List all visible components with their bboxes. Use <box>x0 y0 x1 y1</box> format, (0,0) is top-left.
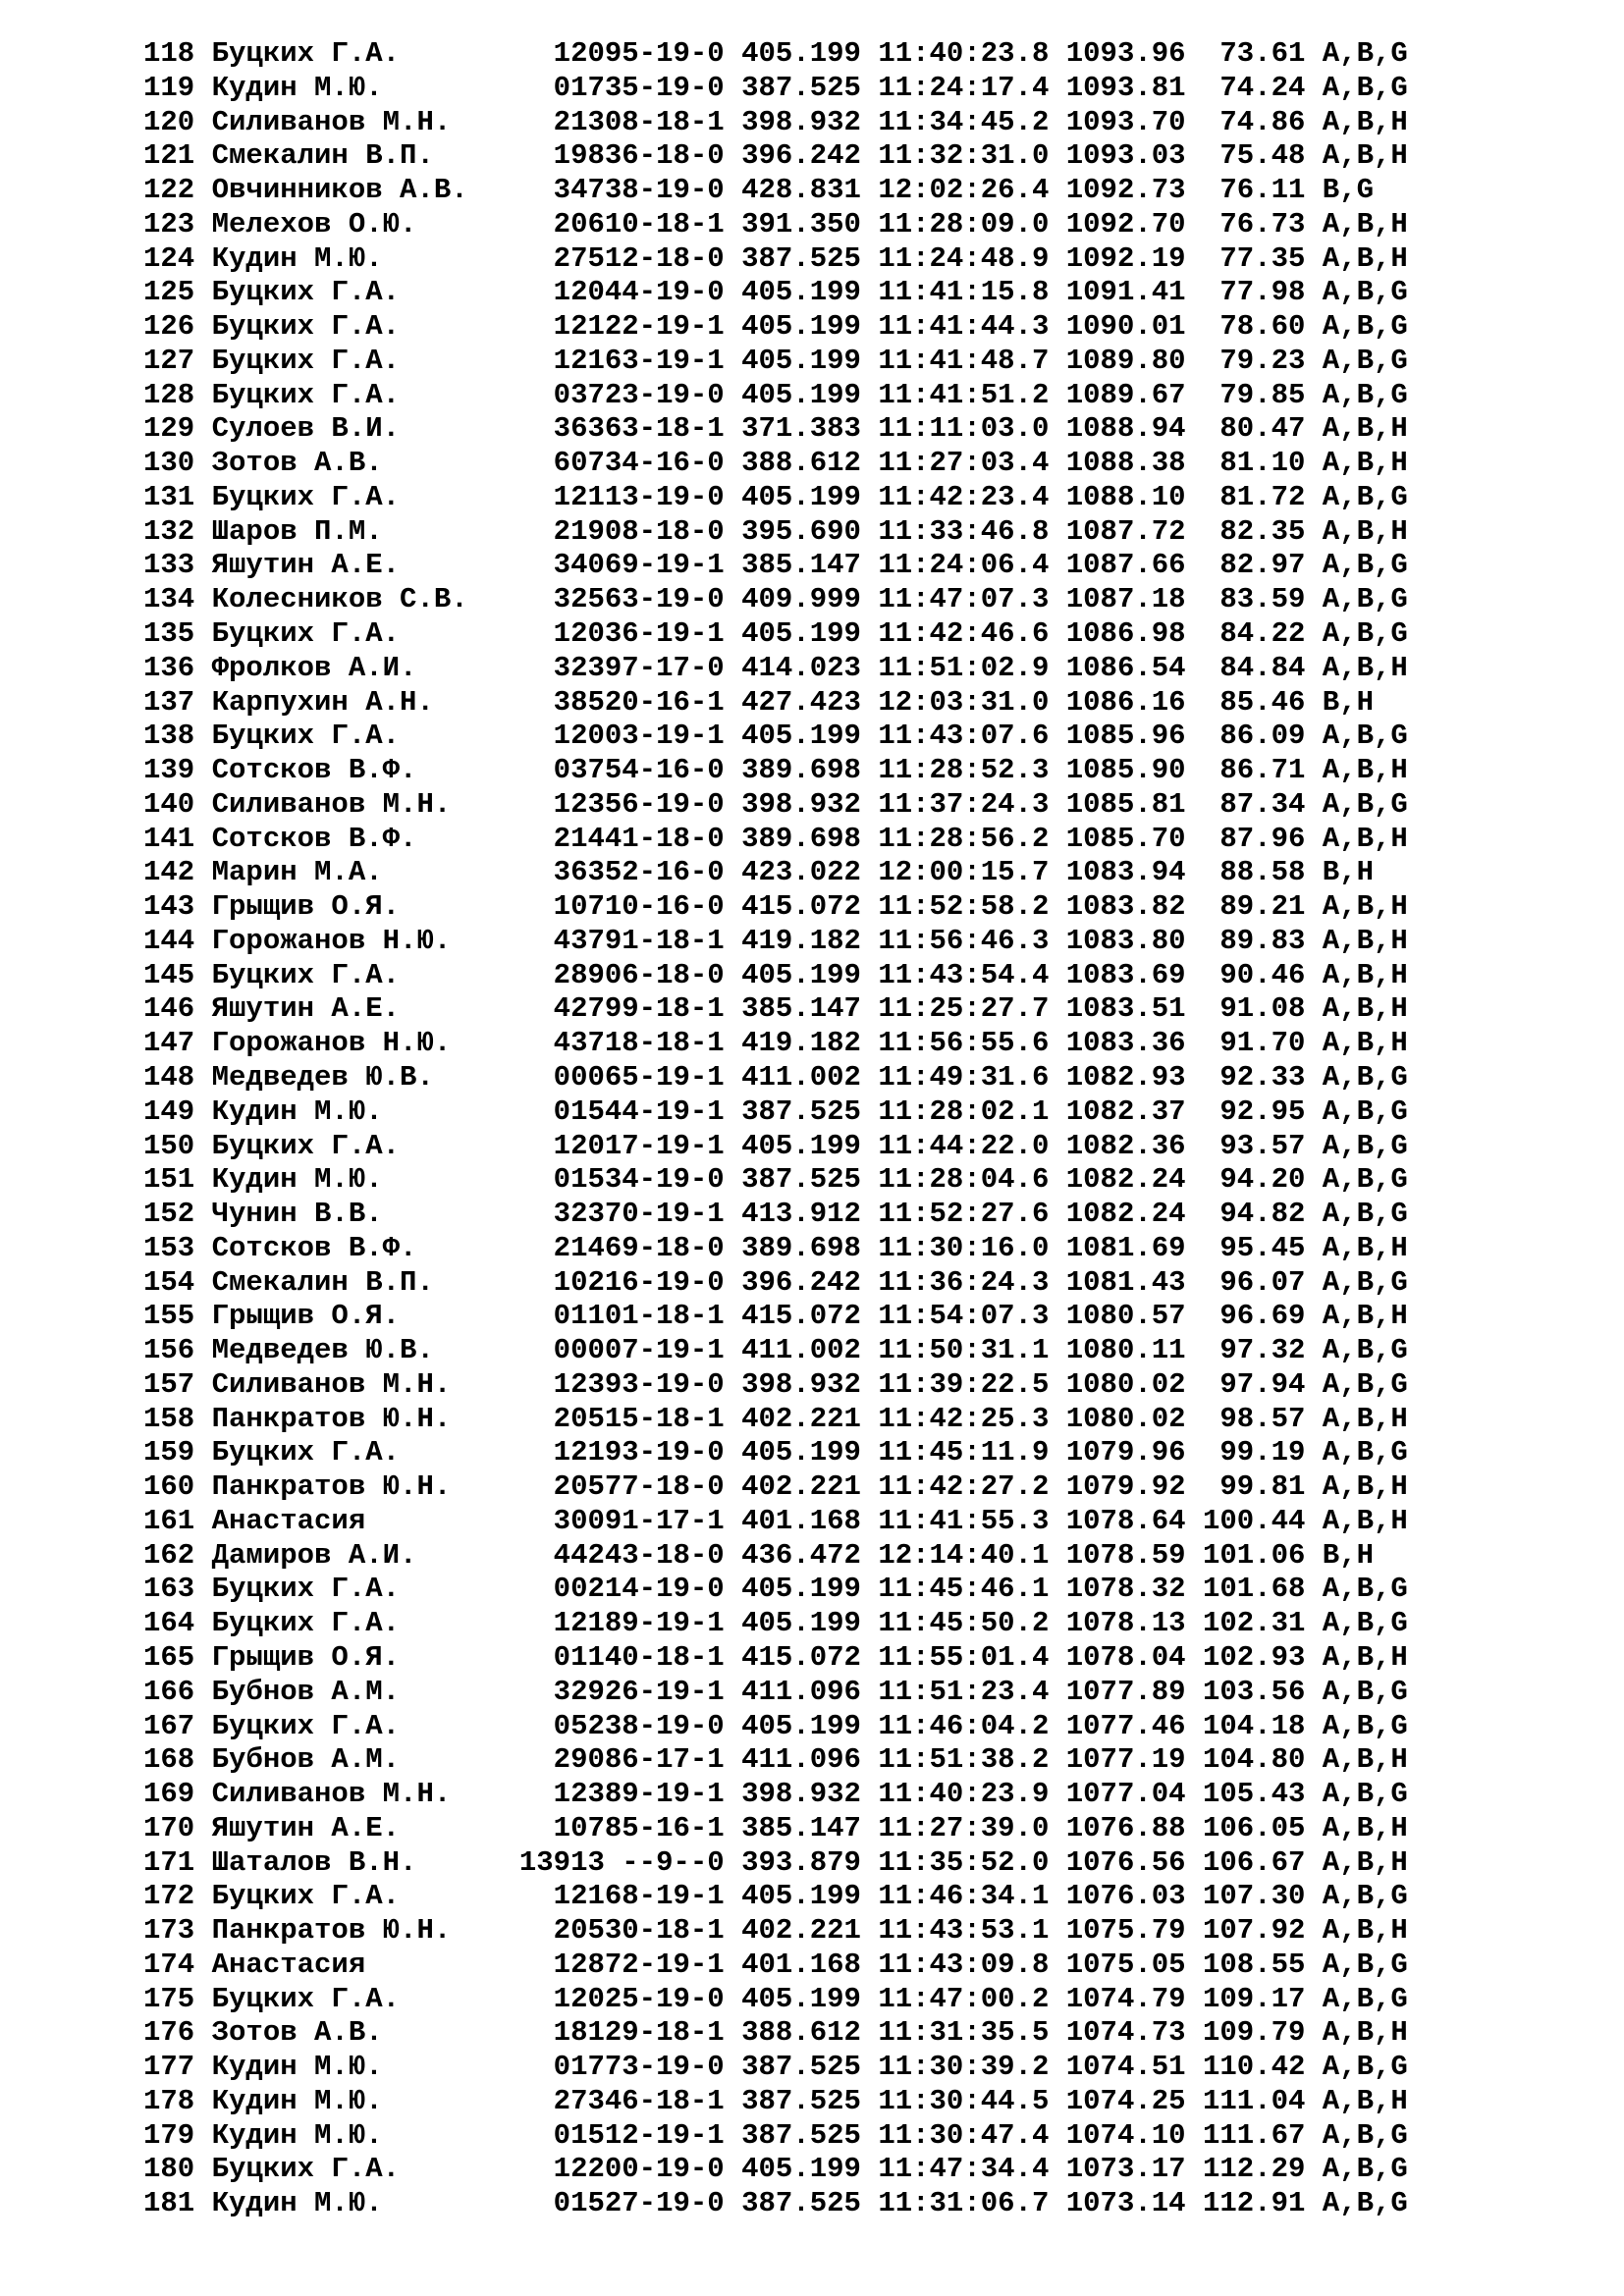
result-row: 130 Зотов А.В. 60734-16-0 388.612 11:27:03.4 1088.38 81.10 A,B,H <box>143 447 1408 480</box>
result-row: 174 Анастасия 12872-19-1 401.168 11:43:09.8 1075.05 108.55 A,B,G <box>143 1948 1408 1981</box>
result-row: 129 Сулоев В.И. 36363-18-1 371.383 11:11:03.0 1088.94 80.47 A,B,H <box>143 412 1408 446</box>
result-row: 123 Мелехов О.Ю. 20610-18-1 391.350 11:28:09.0 1092.70 76.73 A,B,H <box>143 207 1408 240</box>
result-row: 176 Зотов А.В. 18129-18-1 388.612 11:31:35.5 1074.73 109.79 A,B,H <box>143 2016 1408 2050</box>
result-row: 178 Кудин М.Ю. 27346-18-1 387.525 11:30:44.5 1074.25 111.04 A,B,H <box>143 2084 1408 2117</box>
result-row: 133 Яшутин А.Е. 34069-19-1 385.147 11:24:06.4 1087.66 82.97 A,B,G <box>143 549 1408 582</box>
result-row: 164 Буцких Г.А. 12189-19-1 405.199 11:45:50.2 1078.13 102.31 A,B,G <box>143 1607 1408 1640</box>
result-row: 155 Грыщив О.Я. 01101-18-1 415.072 11:54:07.3 1080.57 96.69 A,B,H <box>143 1300 1408 1333</box>
result-row: 118 Буцких Г.А. 12095-19-0 405.199 11:40:23.8 1093.96 73.61 A,B,G <box>143 37 1408 70</box>
result-row: 119 Кудин М.Ю. 01735-19-0 387.525 11:24:17.4 1093.81 74.24 A,B,G <box>143 71 1408 104</box>
result-row: 149 Кудин М.Ю. 01544-19-1 387.525 11:28:02.1 1082.37 92.95 A,B,G <box>143 1095 1408 1128</box>
result-row: 122 Овчинников А.В. 34738-19-0 428.831 12:02:26.4 1092.73 76.11 B,G <box>143 174 1375 207</box>
result-row: 143 Грыщив О.Я. 10710-16-0 415.072 11:52:58.2 1083.82 89.21 A,B,H <box>143 890 1408 924</box>
result-row: 124 Кудин М.Ю. 27512-18-0 387.525 11:24:48.9 1092.19 77.35 A,B,H <box>143 241 1408 275</box>
result-row: 161 Анастасия 30091-17-1 401.168 11:41:55.3 1078.64 100.44 A,B,H <box>143 1504 1408 1537</box>
result-row: 134 Колесников С.В. 32563-19-0 409.999 11:47:07.3 1087.18 83.59 A,B,G <box>143 583 1408 616</box>
result-row: 141 Сотсков В.Ф. 21441-18-0 389.698 11:28:56.2 1085.70 87.96 A,B,H <box>143 822 1408 855</box>
result-row: 177 Кудин М.Ю. 01773-19-0 387.525 11:30:39.2 1074.51 110.42 A,B,G <box>143 2051 1408 2084</box>
result-row: 172 Буцких Г.А. 12168-19-1 405.199 11:46:34.1 1076.03 107.30 A,B,G <box>143 1880 1408 1913</box>
result-row: 128 Буцких Г.А. 03723-19-0 405.199 11:41:51.2 1089.67 79.85 A,B,G <box>143 378 1408 411</box>
result-row: 157 Силиванов М.Н. 12393-19-0 398.932 11:39:22.5 1080.02 97.94 A,B,G <box>143 1367 1408 1401</box>
result-row: 137 Карпухин А.Н. 38520-16-1 427.423 12:03:31.0 1086.16 85.46 B,H <box>143 685 1375 719</box>
result-row: 131 Буцких Г.А. 12113-19-0 405.199 11:42:23.4 1088.10 81.72 A,B,G <box>143 480 1408 513</box>
result-row: 163 Буцких Г.А. 00214-19-0 405.199 11:45:46.1 1078.32 101.68 A,B,G <box>143 1573 1408 1606</box>
result-row: 169 Силиванов М.Н. 12389-19-1 398.932 11:40:23.9 1077.04 105.43 A,B,G <box>143 1778 1408 1811</box>
result-row: 162 Дамиров А.И. 44243-18-0 436.472 12:14:40.1 1078.59 101.06 B,H <box>143 1538 1375 1572</box>
result-row: 138 Буцких Г.А. 12003-19-1 405.199 11:43:07.6 1085.96 86.09 A,B,G <box>143 720 1408 753</box>
result-row: 136 Фролков А.И. 32397-17-0 414.023 11:51:02.9 1086.54 84.84 A,B,H <box>143 651 1408 684</box>
result-row: 166 Бубнов А.М. 32926-19-1 411.096 11:51:23.4 1077.89 103.56 A,B,G <box>143 1675 1408 1708</box>
results-list <box>143 37 1408 2221</box>
result-row: 145 Буцких Г.А. 28906-18-0 405.199 11:43:54.4 1083.69 90.46 A,B,H <box>143 958 1408 991</box>
result-row: 144 Горожанов Н.Ю. 43791-18-1 419.182 11:56:46.3 1083.80 89.83 A,B,H <box>143 924 1408 957</box>
result-row: 148 Медведев Ю.В. 00065-19-1 411.002 11:49:31.6 1082.93 92.33 A,B,G <box>143 1060 1408 1094</box>
result-row: 150 Буцких Г.А. 12017-19-1 405.199 11:44:22.0 1082.36 93.57 A,B,G <box>143 1129 1408 1162</box>
result-row: 120 Силиванов М.Н. 21308-18-1 398.932 11:34:45.2 1093.70 74.86 A,B,H <box>143 105 1408 138</box>
result-row: 168 Бубнов А.М. 29086-17-1 411.096 11:51:38.2 1077.19 104.80 A,B,H <box>143 1743 1408 1777</box>
result-row: 125 Буцких Г.А. 12044-19-0 405.199 11:41:15.8 1091.41 77.98 A,B,G <box>143 276 1408 309</box>
result-row: 132 Шаров П.М. 21908-18-0 395.690 11:33:46.8 1087.72 82.35 A,B,H <box>143 514 1408 548</box>
result-row: 152 Чунин В.В. 32370-19-1 413.912 11:52:27.6 1082.24 94.82 A,B,G <box>143 1198 1408 1231</box>
result-row: 173 Панкратов Ю.Н. 20530-18-1 402.221 11:43:53.1 1075.79 107.92 A,B,H <box>143 1914 1408 1948</box>
result-row: 160 Панкратов Ю.Н. 20577-18-0 402.221 11:42:27.2 1079.92 99.81 A,B,H <box>143 1470 1408 1504</box>
result-row: 156 Медведев Ю.В. 00007-19-1 411.002 11:50:31.1 1080.11 97.32 A,B,G <box>143 1334 1408 1367</box>
result-row: 181 Кудин М.Ю. 01527-19-0 387.525 11:31:06.7 1073.14 112.91 A,B,G <box>143 2187 1408 2220</box>
result-row: 142 Марин М.А. 36352-16-0 423.022 12:00:15.7 1083.94 88.58 B,H <box>143 856 1375 889</box>
result-row: 158 Панкратов Ю.Н. 20515-18-1 402.221 11:42:25.3 1080.02 98.57 A,B,H <box>143 1402 1408 1435</box>
result-row: 153 Сотсков В.Ф. 21469-18-0 389.698 11:30:16.0 1081.69 95.45 A,B,H <box>143 1231 1408 1264</box>
result-row: 180 Буцких Г.А. 12200-19-0 405.199 11:47:34.4 1073.17 112.29 A,B,G <box>143 2153 1408 2186</box>
result-row: 159 Буцких Г.А. 12193-19-0 405.199 11:45:11.9 1079.96 99.19 A,B,G <box>143 1436 1408 1469</box>
result-row: 147 Горожанов Н.Ю. 43718-18-1 419.182 11:56:55.6 1083.36 91.70 A,B,H <box>143 1027 1408 1060</box>
result-row: 146 Яшутин А.Е. 42799-18-1 385.147 11:25:27.7 1083.51 91.08 A,B,H <box>143 992 1408 1026</box>
result-row: 175 Буцких Г.А. 12025-19-0 405.199 11:47:00.2 1074.79 109.17 A,B,G <box>143 1982 1408 2015</box>
result-row: 127 Буцких Г.А. 12163-19-1 405.199 11:41:48.7 1089.80 79.23 A,B,G <box>143 344 1408 377</box>
result-row: 179 Кудин М.Ю. 01512-19-1 387.525 11:30:47.4 1074.10 111.67 A,B,G <box>143 2118 1408 2152</box>
result-row: 154 Смекалин В.П. 10216-19-0 396.242 11:36:24.3 1081.43 96.07 A,B,G <box>143 1265 1408 1299</box>
result-row: 135 Буцких Г.А. 12036-19-1 405.199 11:42:46.6 1086.98 84.22 A,B,G <box>143 617 1408 651</box>
result-row: 139 Сотсков В.Ф. 03754-16-0 389.698 11:28:52.3 1085.90 86.71 A,B,H <box>143 754 1408 787</box>
result-row: 171 Шаталов В.Н. 13913 --9--0 393.879 11:35:52.0 1076.56 106.67 A,B,H <box>143 1845 1408 1879</box>
result-row: 170 Яшутин А.Е. 10785-16-1 385.147 11:27:39.0 1076.88 106.05 A,B,H <box>143 1811 1408 1844</box>
result-row: 126 Буцких Г.А. 12122-19-1 405.199 11:41:44.3 1090.01 78.60 A,B,G <box>143 310 1408 344</box>
result-row: 151 Кудин М.Ю. 01534-19-0 387.525 11:28:04.6 1082.24 94.20 A,B,G <box>143 1163 1408 1197</box>
result-row: 167 Буцких Г.А. 05238-19-0 405.199 11:46:04.2 1077.46 104.18 A,B,G <box>143 1709 1408 1742</box>
result-row: 121 Смекалин В.П. 19836-18-0 396.242 11:32:31.0 1093.03 75.48 A,B,H <box>143 139 1408 173</box>
result-row: 140 Силиванов М.Н. 12356-19-0 398.932 11:37:24.3 1085.81 87.34 A,B,G <box>143 787 1408 821</box>
result-row: 165 Грыщив О.Я. 01140-18-1 415.072 11:55:01.4 1078.04 102.93 A,B,H <box>143 1640 1408 1674</box>
